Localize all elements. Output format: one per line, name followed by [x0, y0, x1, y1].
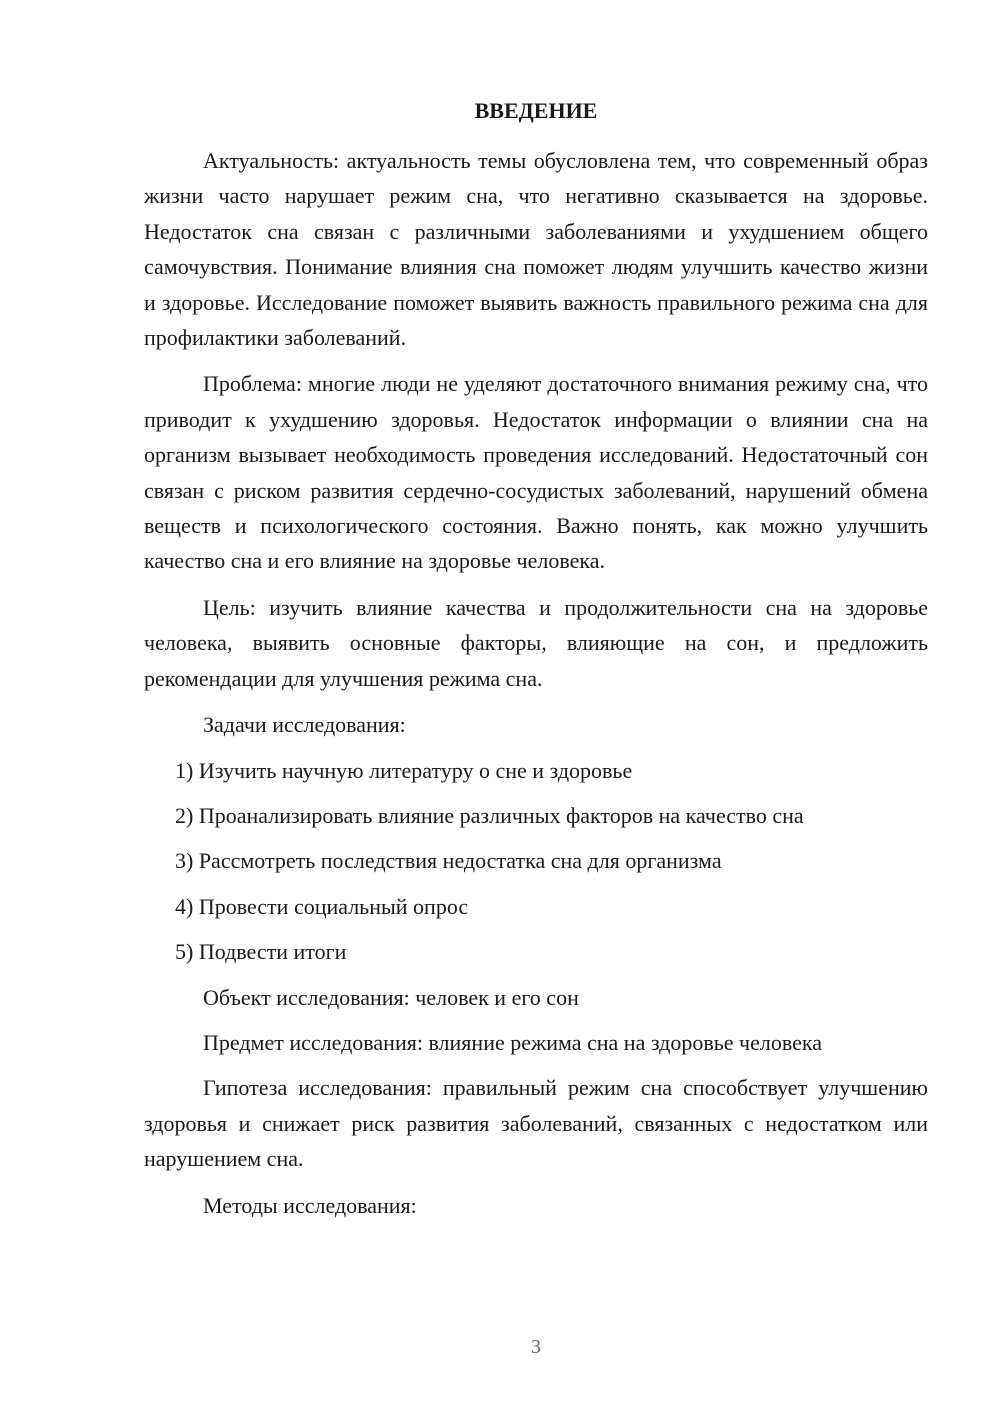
list-item: 2) Проанализировать влияние различных факторов на качество сна [175, 802, 804, 828]
methods-heading: Методы исследования: [203, 1192, 417, 1218]
list-item: 1) Изучить научную литературу о сне и здоровье [175, 757, 633, 783]
hypothesis-paragraph: Гипотеза исследования: правильный режим сна способствует улучшению здоровья и снижает риск развития заболеваний, связанных с недостатком или нарушением сна. [144, 1075, 928, 1172]
page-title: ВВЕДЕНИЕ [474, 98, 598, 123]
list-item: 5) Подвести итоги [175, 939, 347, 965]
tasks-heading: Задачи исследования: [203, 712, 406, 738]
research-subject: Предмет исследования: влияние режима сна на здоровье человека [203, 1029, 822, 1055]
list-item: 3) Рассмотреть последствия недостатка сна для организма [175, 848, 722, 874]
goal-paragraph: Цель: изучить влияние качества и продолжительности сна на здоровье человека, выявить основные факторы, влияющие на сон, и предложить рекомендации для улучшения режима сна. [144, 594, 928, 691]
page-number: 3 [531, 1336, 541, 1358]
list-item: 4) Провести социальный опрос [175, 893, 469, 919]
problem-paragraph: Проблема: многие люди не уделяют достаточного внимания режиму сна, что приводит к ухудшению здоровья. Недостаток информации о влиянии сна на организм вызывает необходимость проведения исследований. Недостаточный сон связан с риском развития сердечно-сосудистых заболеваний, нарушений обмена веществ и психологического состояния. Важно понять, как можно улучшить качество сна и его влияние на здоровье человека. [144, 371, 928, 574]
research-object: Объект исследования: человек и его сон [203, 984, 579, 1010]
relevance-paragraph: Актуальность: актуальность темы обусловлена тем, что современный образ жизни часто нарушает режим сна, что негативно сказывается на здоровье. Недостаток сна связан с различными заболеваниями и ухудшением общего самочувствия. Понимание влияния сна поможет людям улучшить качество жизни и здоровье. Исследование поможет выявить важность правильного режима сна для профилактики заболеваний. [144, 148, 928, 351]
document-body [144, 143, 928, 1223]
